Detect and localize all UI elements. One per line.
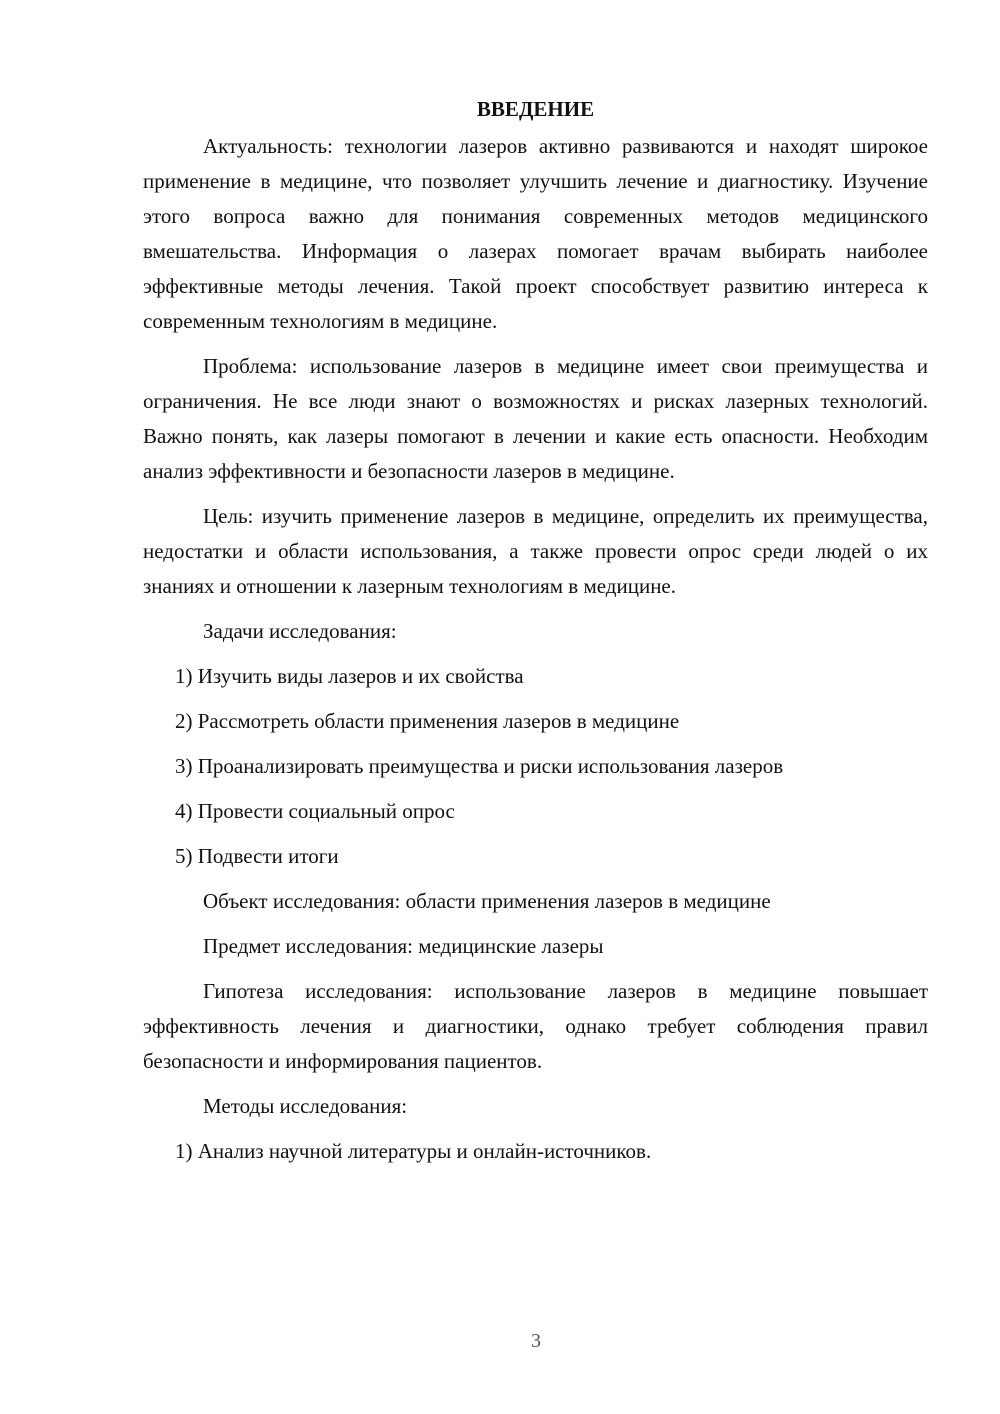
page-number: 3 bbox=[531, 1330, 541, 1352]
task-item: 3) Проанализировать преимущества и риски использования лазеров bbox=[175, 754, 784, 778]
task-item: 2) Рассмотреть области применения лазеров в медицине bbox=[175, 709, 680, 733]
tasks-heading: Задачи исследования: bbox=[203, 619, 397, 643]
object-line: Объект исследования: области применения лазеров в медицине bbox=[203, 889, 771, 913]
relevance-paragraph: Актуальность: технологии лазеров активно развиваются и находят широкое применение в медицине, что позволяет улучшить лечение и диагностику. Изучение этого вопроса важно для понимания современных методов медицинского вмешательства. Информация о лазерах помогает врачам выбирать наиболее эффективные методы лечения. Такой проект способствует развитию интереса к современным технологиям в медицине. bbox=[143, 134, 928, 333]
goal-paragraph: Цель: изучить применение лазеров в медицине, определить их преимущества, недостатки и области использования, а также провести опрос среди людей о их знаниях и отношении к лазерным технологиям в медицине. bbox=[143, 504, 928, 598]
section-title: ВВЕДЕНИЕ bbox=[476, 97, 595, 121]
subject-line: Предмет исследования: медицинские лазеры bbox=[203, 934, 604, 958]
document-page bbox=[143, 92, 928, 1179]
problem-paragraph: Проблема: использование лазеров в медицине имеет свои преимущества и ограничения. Не все люди знают о возможностях и рисках лазерных технологий. Важно понять, как лазеры помогают в лечении и какие есть опасности. Необходим анализ эффективности и безопасности лазеров в медицине. bbox=[143, 354, 928, 483]
task-item: 4) Провести социальный опрос bbox=[175, 799, 455, 823]
methods-heading: Методы исследования: bbox=[203, 1094, 408, 1118]
hypothesis-paragraph: Гипотеза исследования: использование лазеров в медицине повышает эффективность лечения и диагностики, однако требует соблюдения правил безопасности и информирования пациентов. bbox=[143, 979, 928, 1073]
task-item: 5) Подвести итоги bbox=[175, 844, 339, 868]
method-item: 1) Анализ научной литературы и онлайн-источников. bbox=[175, 1139, 652, 1163]
task-item: 1) Изучить виды лазеров и их свойства bbox=[175, 664, 524, 688]
